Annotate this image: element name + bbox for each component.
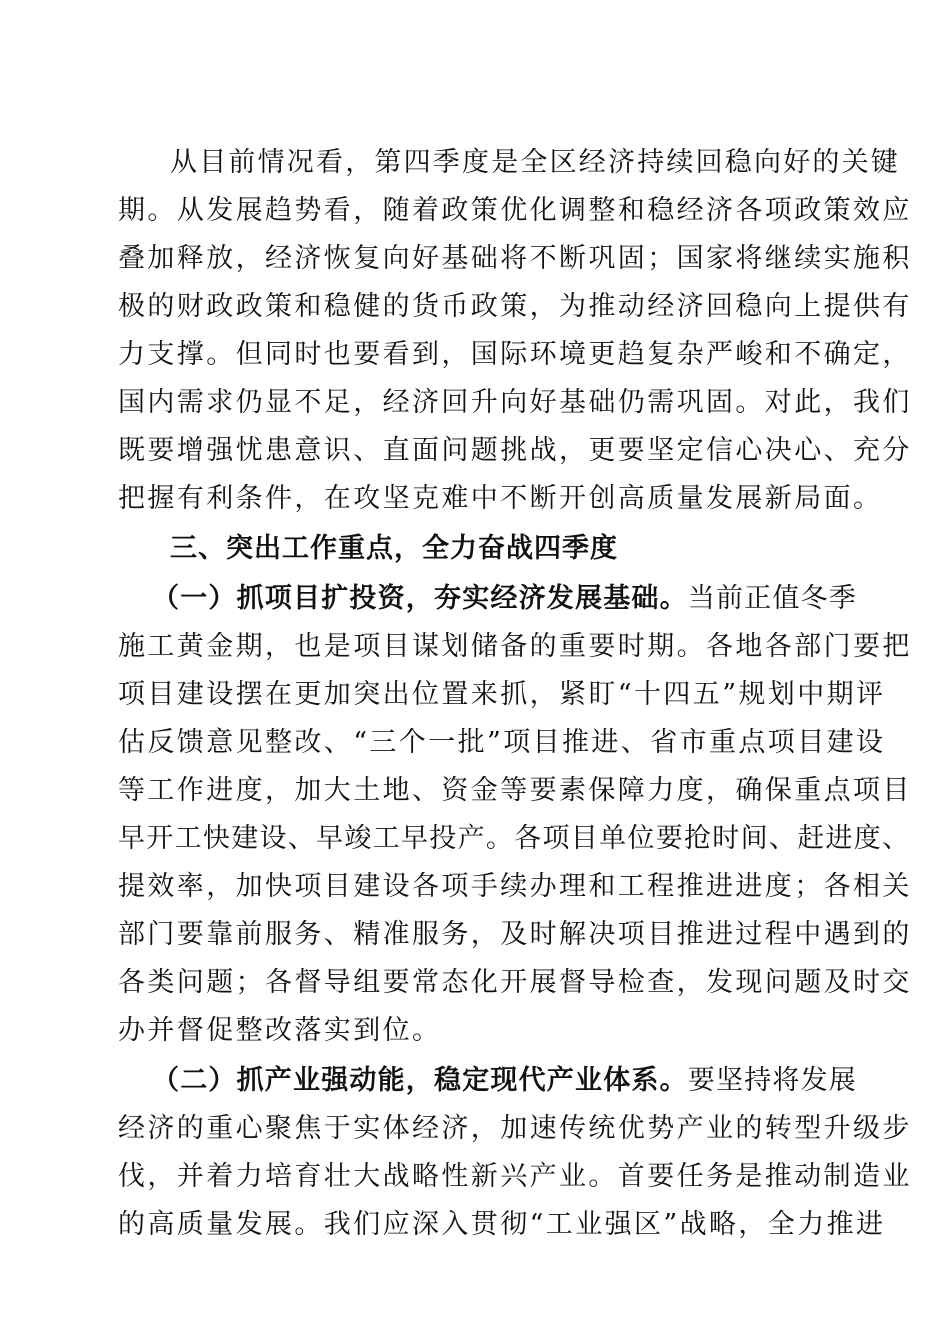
paragraph-line: 估反馈意见整改、“三个一批”项目推进、省市重点项目建设 — [118, 727, 886, 758]
item-first-line-text: 要坚持将发展 — [687, 1065, 858, 1096]
paragraph-line: 从目前情况看，第四季度是全区经济持续回稳向好的关键 — [170, 147, 900, 178]
paragraph-line: 早开工快建设、早竣工早投产。各项目单位要抢时间、赶进度、 — [118, 823, 911, 854]
paragraph-line: 施工黄金期，也是项目谋划储备的重要时期。各地各部门要把 — [118, 631, 912, 662]
paragraph-line: 极的财政政策和稳健的货币政策，为推动经济回稳向上提供有 — [118, 291, 912, 322]
paragraph-line: 把握有利条件，在攻坚克难中不断开创高质量发展新局面。 — [118, 483, 883, 514]
paragraph-line: 既要增强忧患意识、直面问题挑战，更要坚定信心决心、充分 — [118, 435, 912, 466]
item-first-line — [152, 582, 858, 616]
paragraph-line: 部门要靠前服务、精准服务，及时解决项目推进过程中遇到的 — [118, 919, 912, 950]
item-first-line — [152, 1064, 858, 1098]
paragraph-line: 办并督促整改落实到位。 — [118, 1015, 442, 1046]
paragraph-line: 力支撑。但同时也要看到，国际环境更趋复杂严峻和不确定， — [118, 339, 912, 370]
paragraph-line: 国内需求仍显不足，经济回升向好基础仍需巩固。对此，我们 — [118, 387, 912, 418]
paragraph-line: 各类问题；各督导组要常态化开展督导检查，发现问题及时交 — [118, 967, 912, 998]
item-title: （一）抓项目扩投资，夯实经济发展基础。 — [152, 583, 688, 614]
paragraph-line: 等工作进度，加大土地、资金等要素保障力度，确保重点项目 — [118, 775, 912, 806]
paragraph-line: 伐，并着力培育壮大战略性新兴产业。首要任务是推动制造业 — [118, 1161, 912, 1192]
item-first-line-text: 当前正值冬季 — [687, 583, 858, 614]
paragraph-line: 经济的重心聚焦于实体经济，加速传统优势产业的转型升级步 — [118, 1113, 912, 1144]
paragraph-line: 提效率，加快项目建设各项手续办理和工程推进进度；各相关 — [118, 871, 912, 902]
paragraph-line: 叠加释放，经济恢复向好基础将不断巩固；国家将继续实施积 — [118, 243, 912, 274]
item-title: （二）抓产业强动能，稳定现代产业体系。 — [152, 1065, 688, 1096]
paragraph-line: 期。从发展趋势看，随着政策优化调整和稳经济各项政策效应 — [118, 195, 912, 226]
paragraph-line: 的高质量发展。我们应深入贯彻“工业强区”战略，全力推进 — [118, 1209, 886, 1240]
paragraph-line: 项目建设摆在更加突出位置来抓，紧盯“十四五”规划中期评 — [118, 679, 886, 710]
section-heading: 三、突出工作重点，全力奋战四季度 — [170, 533, 618, 564]
